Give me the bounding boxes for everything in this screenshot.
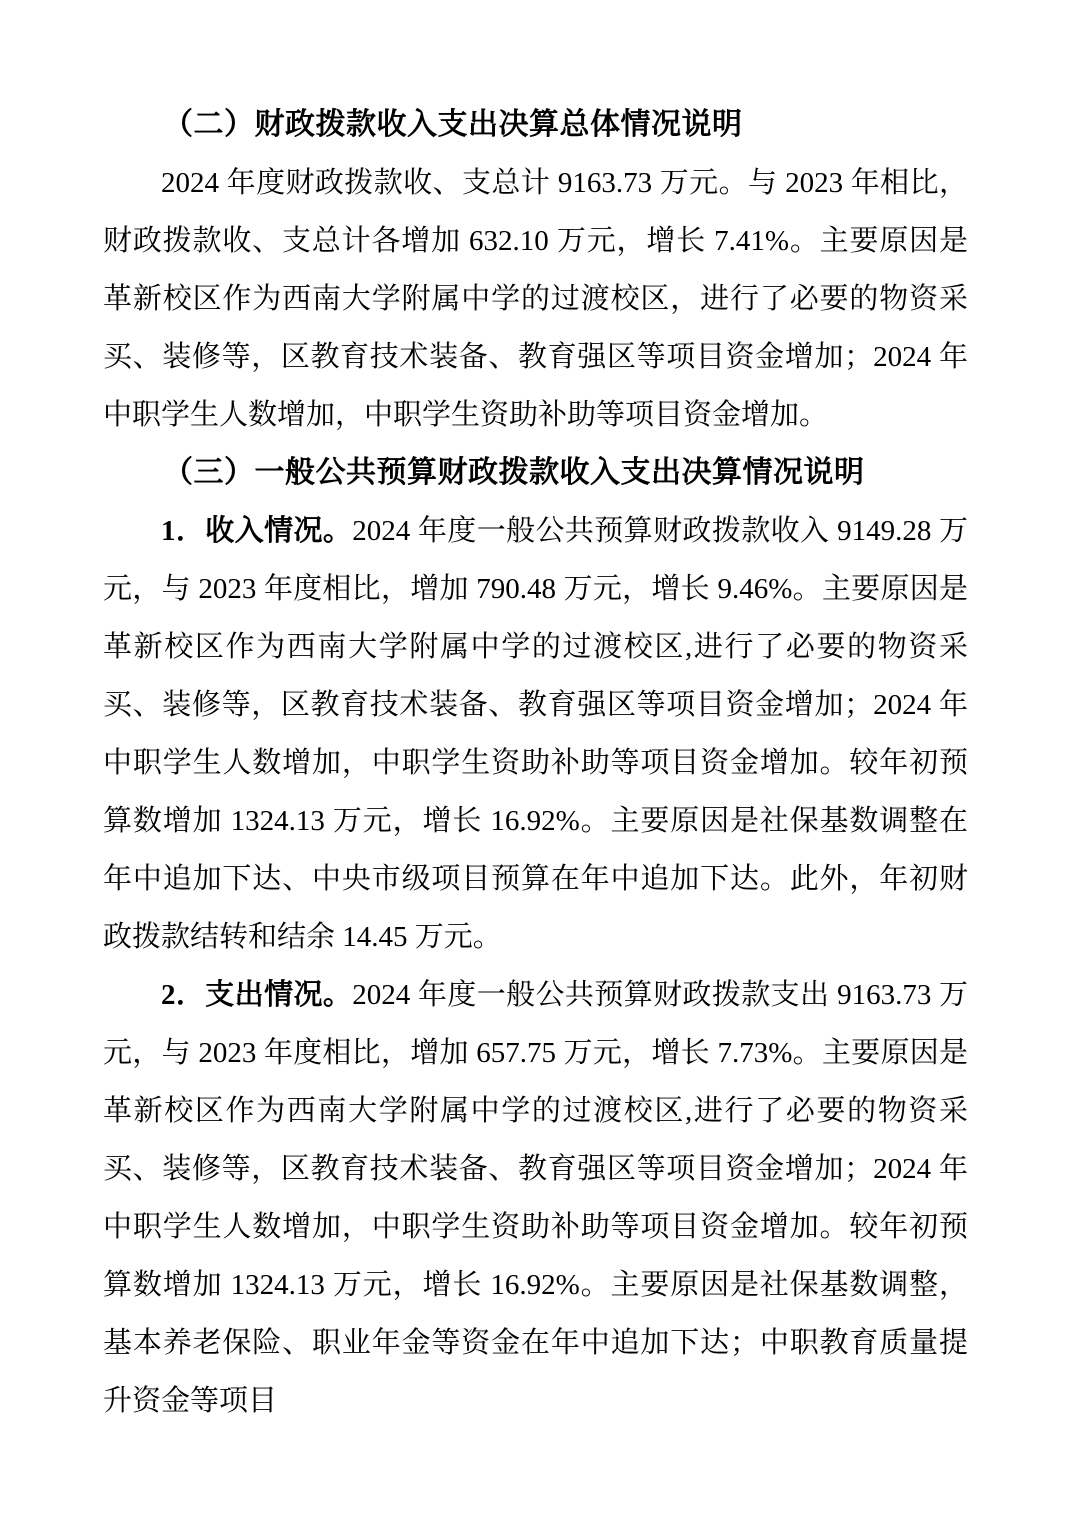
section-heading-general-public-budget: （三）一般公共预算财政拨款收入支出决算情况说明 xyxy=(163,456,865,489)
paragraph-text: 2024 年度财政拨款收、支总计 9163.73 万元。与 2023 年相比，财政拨款收、支总计各增加 632.10 万元，增长 7.41%。主要原因是革新校区作为西南大学附属中学的过渡校区，进行了必要的物资采买、装修等，区教育技术装备、教育强区等项目资金增加；2024 年中职学生人数增加，中职学生资助补助等项目资金增加。 xyxy=(103,167,968,431)
paragraph-lead-expenditure: 2．支出情况。 xyxy=(161,979,353,1011)
section-heading-fiscal-appropriation-overview: （二）财政拨款收入支出决算总体情况说明 xyxy=(163,108,743,141)
paragraph-income-situation xyxy=(103,502,968,966)
paragraph-lead-income: 1．收入情况。 xyxy=(161,515,353,547)
paragraph-expenditure-situation xyxy=(103,966,968,1430)
paragraph-text: 2024 年度一般公共预算财政拨款收入 9149.28 万元，与 2023 年度相比，增加 790.48 万元，增长 9.46%。主要原因是革新校区作为西南大学附属中学的过渡校区,进行了必要的物资采买、装修等，区教育技术装备、教育强区等项目资金增加；2024 年中职学生人数增加，中职学生资助补助等项目资金增加。较年初预算数增加 1324.13 万元，增长 16.92%。主要原因是社保基数调整在年中追加下达、中央市级项目预算在年中追加下达。此外，年初财政拨款结转和结余 14.45 万元。 xyxy=(103,515,968,953)
paragraph-fiscal-appropriation-overview xyxy=(103,154,968,444)
paragraph-text: 2024 年度一般公共预算财政拨款支出 9163.73 万元，与 2023 年度相比，增加 657.75 万元，增长 7.73%。主要原因是革新校区作为西南大学附属中学的过渡校区,进行了必要的物资采买、装修等，区教育技术装备、教育强区等项目资金增加；2024 年中职学生人数增加，中职学生资助补助等项目资金增加。较年初预算数增加 1324.13 万元，增长 16.92%。主要原因是社保基数调整，基本养老保险、职业年金等资金在年中追加下达；中职教育质量提升资金等项目 xyxy=(103,979,968,1417)
